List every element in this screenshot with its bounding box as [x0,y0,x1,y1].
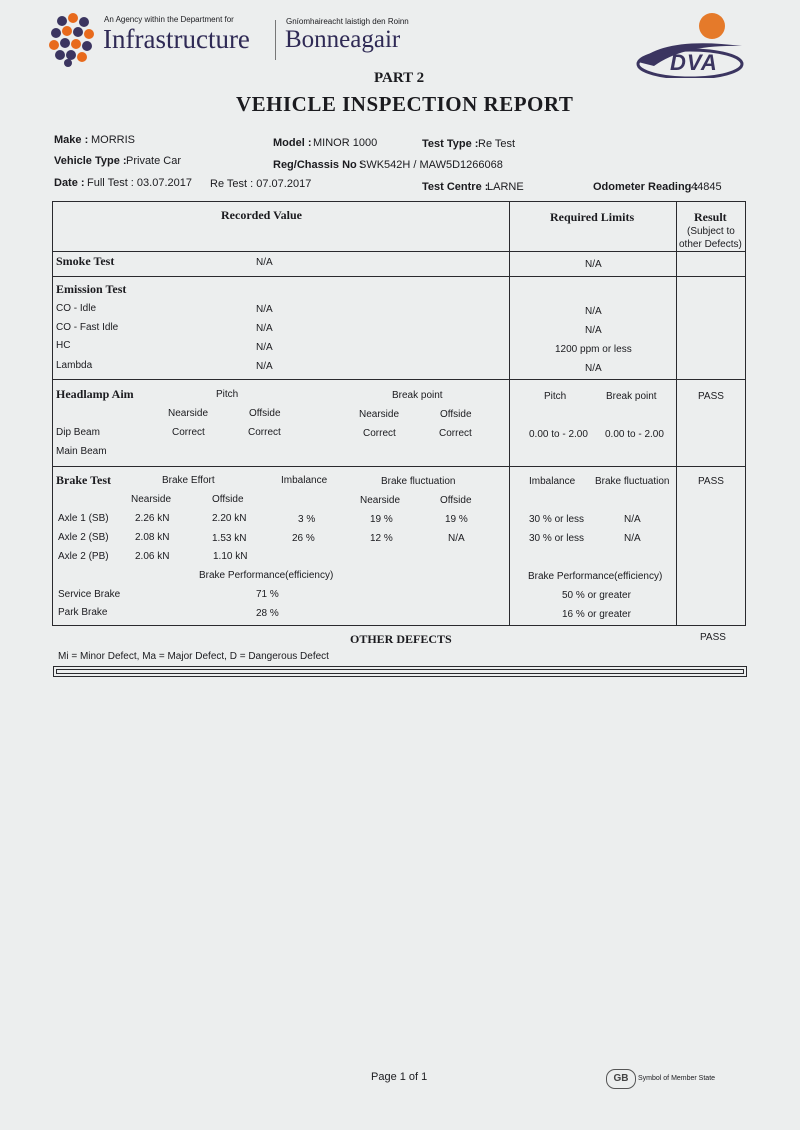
re-test-date: Re Test : 07.07.2017 [210,178,312,190]
axle-fluct-near: 12 % [370,533,393,544]
gb-badge: GB [606,1069,636,1089]
emission-limit: N/A [585,325,602,336]
page-number: Page 1 of 1 [371,1071,428,1083]
park-brake-limit: 16 % or greater [562,609,631,620]
limit-performance-label: Brake Performance(efficiency) [528,571,663,582]
make-value: MORRIS [91,134,135,146]
vehicle-type-value: Private Car [126,155,182,167]
full-test-date: Full Test : 03.07.2017 [87,177,192,189]
test-centre-value: LARNE [487,181,524,193]
emission-value: N/A [256,323,273,334]
limit-break-value: 0.00 to - 2.00 [605,429,664,440]
axle-label: Axle 2 (SB) [58,532,109,543]
emission-label: HC [56,340,71,351]
limit-pitch-value: 0.00 to - 2.00 [529,429,588,440]
col-required-header: Required Limits [550,210,635,224]
headlamp-break-header: Break point [392,390,443,401]
brake-effort-header: Brake Effort [162,475,215,486]
smoke-test-value: N/A [256,257,273,268]
headlamp-offside: Offside [249,408,281,419]
service-brake-limit: 50 % or greater [562,590,631,601]
limit-pitch-header: Pitch [544,391,567,402]
odometer-value: 44845 [691,181,722,193]
smoke-test-limit: N/A [585,259,602,270]
odometer-label: Odometer Reading : [593,181,699,193]
other-defects-result: PASS [700,632,726,643]
brake-offside: Offside [212,494,244,505]
reg-value: SWK542H / MAW5D1266068 [359,159,503,171]
dip-beam-value: Correct [248,427,281,438]
emission-test-title: Emission Test [56,282,127,296]
brake-test-title: Brake Test [56,473,112,487]
smoke-test-title: Smoke Test [56,254,115,268]
other-defects-title: OTHER DEFECTS [350,632,452,646]
col-recorded-header: Recorded Value [221,208,302,222]
page-title: VEHICLE INSPECTION REPORT [236,92,574,116]
table-divider-limits [509,202,510,626]
model-value: MINOR 1000 [313,137,378,149]
limit-fluctuation-header: Brake fluctuation [595,476,670,487]
axle-imbalance: 3 % [298,514,316,525]
service-brake-label: Service Brake [58,589,121,600]
park-brake-value: 28 % [256,608,279,619]
dip-beam-label: Dip Beam [56,427,100,438]
axle-fluct-near: 19 % [370,514,393,525]
col-result-subtitle: other Defects) [679,239,742,250]
model-label: Model : [273,137,312,149]
member-state-label: Symbol of Member State [638,1075,716,1082]
defects-box [53,666,747,677]
emission-label: CO - Idle [56,303,97,314]
emission-limit: N/A [585,306,602,317]
dip-beam-value: Correct [363,428,396,439]
brake-nearside: Nearside [360,495,401,506]
axle-fluct-off: 19 % [445,514,468,525]
brake-offside: Offside [440,495,472,506]
park-brake-label: Park Brake [58,607,108,618]
axle-label: Axle 1 (SB) [58,513,109,524]
axle-nearside: 2.06 kN [135,551,170,562]
irish-line: Gníomhaireacht laistigh den Roinn [286,17,409,26]
axle-limit-imbalance: 30 % or less [529,533,585,544]
defect-legend: Mi = Minor Defect, Ma = Major Defect, D = Dangerous Defect [58,651,329,662]
brake-imbalance-header: Imbalance [281,475,328,486]
axle-limit-fluctuation: N/A [624,533,641,544]
row-divider [53,466,746,467]
emission-limit: N/A [585,363,602,374]
limit-imbalance-header: Imbalance [529,476,576,487]
agency-line: An Agency within the Department for [104,15,234,24]
test-type-label: Test Type : [422,138,479,150]
dva-wordmark: DVA [670,50,718,75]
date-label: Date : [54,177,85,189]
emission-label: Lambda [56,360,93,371]
axle-nearside: 2.08 kN [135,532,170,543]
emission-value: N/A [256,361,273,372]
vehicle-type-label: Vehicle Type : [54,155,127,167]
infrastructure-wordmark: Infrastructure [103,24,250,54]
axle-offside: 1.53 kN [212,533,247,544]
make-label: Make : [54,134,89,146]
row-divider [53,276,746,277]
bonneagair-wordmark: Bonneagair [285,26,401,53]
axle-label: Axle 2 (PB) [58,551,109,562]
limit-break-header: Break point [606,391,657,402]
main-beam-label: Main Beam [56,446,107,457]
emission-value: N/A [256,304,273,315]
dip-beam-value: Correct [439,428,472,439]
headlamp-nearside: Nearside [168,408,209,419]
headlamp-aim-title: Headlamp Aim [56,387,134,401]
infrastructure-logo-icon [48,13,98,67]
headlamp-offside: Offside [440,409,472,420]
service-brake-value: 71 % [256,589,279,600]
test-type-value: Re Test [478,138,516,150]
axle-nearside: 2.26 kN [135,513,170,524]
emission-label: CO - Fast Idle [56,322,119,333]
row-divider [53,379,746,380]
reg-label: Reg/Chassis No : [273,159,364,171]
axle-offside: 2.20 kN [212,513,247,524]
brake-performance-label: Brake Performance(efficiency) [199,570,334,581]
logo-divider [275,20,276,60]
brake-nearside: Nearside [131,494,172,505]
part-label: PART 2 [374,70,425,86]
headlamp-result: PASS [698,391,724,402]
col-result-header: Result [694,210,727,224]
headlamp-nearside: Nearside [359,409,400,420]
brake-result: PASS [698,476,724,487]
test-centre-label: Test Centre : [422,181,489,193]
emission-limit: 1200 ppm or less [555,344,632,355]
col-result-subtitle: (Subject to [687,226,735,237]
axle-offside: 1.10 kN [213,551,248,562]
axle-fluct-off: N/A [448,533,465,544]
row-divider [53,251,746,252]
headlamp-pitch-header: Pitch [216,389,239,400]
dip-beam-value: Correct [172,427,205,438]
axle-imbalance: 26 % [292,533,315,544]
table-divider-result [676,202,677,626]
axle-limit-imbalance: 30 % or less [529,514,585,525]
axle-limit-fluctuation: N/A [624,514,641,525]
emission-value: N/A [256,342,273,353]
brake-fluctuation-header: Brake fluctuation [381,476,456,487]
